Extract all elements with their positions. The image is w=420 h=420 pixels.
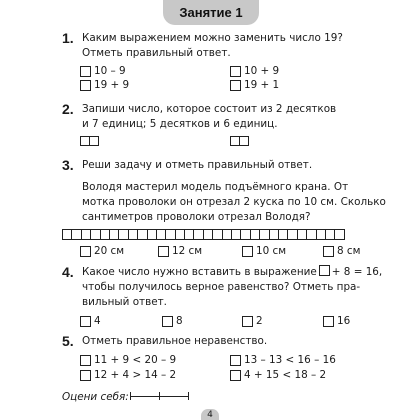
- task-3-story: [82, 180, 386, 225]
- task-4-option-4[interactable]: [323, 314, 350, 328]
- task-2-line-2: и 7 единиц; 5 десятков и 6 единиц.: [82, 118, 278, 130]
- checkbox[interactable]: [162, 316, 173, 327]
- task-3-story-line-2: мотка проволоки он отрезал 2 куска по 10 см. Сколько: [82, 196, 386, 208]
- option-label: 20 см: [94, 245, 125, 257]
- task-4-text: [82, 265, 382, 310]
- option-label: 11 + 9 < 20 – 9: [94, 354, 177, 366]
- task-3-option-4[interactable]: [323, 244, 360, 258]
- task-5-text: [82, 334, 382, 349]
- task-3-number: 3.: [62, 157, 74, 173]
- task-5-option-1[interactable]: [80, 353, 176, 367]
- task-4-line-1-before: Какое число нужно вставить в выражение: [82, 266, 317, 278]
- option-label: 19 + 1: [244, 79, 280, 91]
- task-3-option-1[interactable]: [80, 244, 124, 258]
- option-label: 19 + 9: [94, 79, 130, 91]
- option-label: 12 + 4 > 14 – 2: [94, 369, 177, 381]
- checkbox[interactable]: [80, 80, 91, 91]
- task-1-line-2: Отметь правильный ответ.: [82, 47, 231, 59]
- task-4-line-3: вильный ответ.: [82, 296, 167, 308]
- checkbox[interactable]: [323, 316, 334, 327]
- checkbox[interactable]: [80, 246, 91, 257]
- option-label: 10 + 9: [244, 65, 280, 77]
- task-4-line-1-after: + 8 = 16,: [331, 266, 383, 278]
- checkbox[interactable]: [80, 355, 91, 366]
- lesson-title: Занятие 1: [163, 0, 259, 25]
- answer-grid[interactable]: [62, 229, 344, 240]
- task-3-option-3[interactable]: [242, 244, 286, 258]
- task-3-text: [82, 158, 382, 173]
- task-5-option-4[interactable]: [230, 368, 326, 382]
- checkbox[interactable]: [80, 66, 91, 77]
- task-2-number: 2.: [62, 101, 74, 117]
- checkbox[interactable]: [230, 66, 241, 77]
- task-4-option-1[interactable]: [80, 314, 101, 328]
- task-4-line-2: чтобы получилось верное равенство? Отметь пра-: [82, 281, 361, 293]
- checkbox[interactable]: [158, 246, 169, 257]
- task-2-line-1: Запиши число, которое состоит из 2 десятков: [82, 103, 337, 115]
- task-2-text: [82, 102, 382, 132]
- task-1-text: [82, 31, 382, 61]
- task-4-option-2[interactable]: [162, 314, 183, 328]
- option-label: 2: [256, 315, 263, 327]
- option-label: 8: [176, 315, 183, 327]
- task-4-option-3[interactable]: [242, 314, 263, 328]
- checkbox[interactable]: [80, 370, 91, 381]
- task-2-answer-box-1[interactable]: [80, 136, 98, 146]
- task-1-line-1: Каким выражением можно заменить число 19?: [82, 32, 343, 44]
- task-5-option-2[interactable]: [230, 353, 336, 367]
- blank-box[interactable]: [319, 265, 330, 276]
- checkbox[interactable]: [242, 246, 253, 257]
- scale-tick: [130, 392, 131, 400]
- page-number: 4: [201, 409, 219, 420]
- task-3-option-2[interactable]: [158, 244, 202, 258]
- self-assessment-label: Оцени себя:: [62, 391, 129, 403]
- option-label: 13 – 13 < 16 – 16: [244, 354, 336, 366]
- option-label: 10 см: [256, 245, 287, 257]
- scale-tick: [159, 392, 160, 400]
- task-5-line-1: Отметь правильное неравенство.: [82, 335, 268, 347]
- task-1-number: 1.: [62, 30, 74, 46]
- checkbox[interactable]: [80, 316, 91, 327]
- checkbox[interactable]: [230, 370, 241, 381]
- option-label: 4 + 15 < 18 – 2: [244, 369, 327, 381]
- option-label: 12 см: [172, 245, 203, 257]
- task-1-option-3[interactable]: [80, 78, 129, 92]
- task-4-number: 4.: [62, 264, 74, 280]
- task-1-option-4[interactable]: [230, 78, 279, 92]
- digit-cell: [89, 136, 99, 146]
- option-label: 4: [94, 315, 101, 327]
- option-label: 16: [337, 315, 351, 327]
- scale-tick: [188, 392, 189, 400]
- task-3-story-line-1: Володя мастерил модель подъёмного крана. От: [82, 181, 349, 193]
- task-1-option-1[interactable]: [80, 64, 126, 78]
- task-3-story-line-3: сантиметров проволоки отрезал Володя?: [82, 211, 311, 223]
- option-label: 8 см: [337, 245, 361, 257]
- option-label: 10 – 9: [94, 65, 126, 77]
- checkbox[interactable]: [230, 355, 241, 366]
- task-5-option-3[interactable]: [80, 368, 176, 382]
- checkbox[interactable]: [242, 316, 253, 327]
- grid-cell: [334, 229, 344, 240]
- task-4-line-1: [82, 265, 382, 280]
- checkbox[interactable]: [323, 246, 334, 257]
- digit-cell: [239, 136, 249, 146]
- checkbox[interactable]: [230, 80, 241, 91]
- task-5-number: 5.: [62, 333, 74, 349]
- task-1-option-2[interactable]: [230, 64, 279, 78]
- task-2-answer-box-2[interactable]: [230, 136, 248, 146]
- task-3-line-1: Реши задачу и отметь правильный ответ.: [82, 159, 313, 171]
